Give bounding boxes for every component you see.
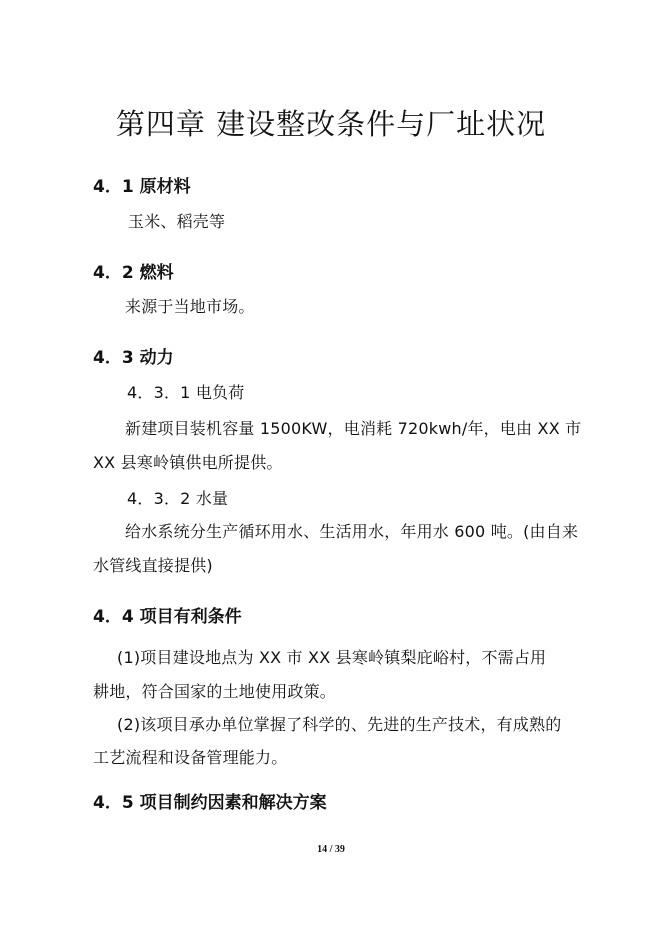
- subsection-heading-4-3-2: 4．3．2 水量: [127, 489, 229, 508]
- paragraph-line: 水管线直接提供): [93, 556, 213, 575]
- page-number: 14 / 39: [317, 844, 345, 855]
- paragraph-line: 给水系统分生产循环用水、生活用水，年用水 600 吨。(由自来: [125, 522, 579, 541]
- section-heading-4-4: 4．4 项目有利条件: [93, 607, 242, 627]
- section-heading-4-3: 4．3 动力: [93, 348, 174, 368]
- paragraph-line: (1)项目建设地点为 XX 市 XX 县寒岭镇梨庇峪村，不需占用: [117, 648, 547, 667]
- paragraph-line: XX 县寒岭镇供电所提供。: [93, 453, 283, 472]
- section-text-4-1: 玉米、稻壳等: [128, 212, 226, 231]
- subsection-heading-4-3-1: 4．3．1 电负荷: [127, 383, 245, 402]
- paragraph-line: 耕地，符合国家的土地使用政策。: [93, 682, 337, 701]
- section-heading-4-5: 4．5 项目制约因素和解决方案: [93, 793, 327, 813]
- section-text-4-2: 来源于当地市场。: [125, 297, 255, 316]
- section-heading-4-2: 4．2 燃料: [93, 263, 174, 283]
- chapter-title: 第四章 建设整改条件与厂址状况: [115, 107, 547, 141]
- section-heading-4-1: 4．1 原材料: [93, 177, 191, 197]
- paragraph-line: 工艺流程和设备管理能力。: [93, 748, 288, 767]
- paragraph-line: 新建项目装机容量 1500KW，电消耗 720kwh/年，电由 XX 市: [125, 419, 582, 438]
- paragraph-line: (2)该项目承办单位掌握了科学的、先进的生产技术，有成熟的: [117, 715, 562, 734]
